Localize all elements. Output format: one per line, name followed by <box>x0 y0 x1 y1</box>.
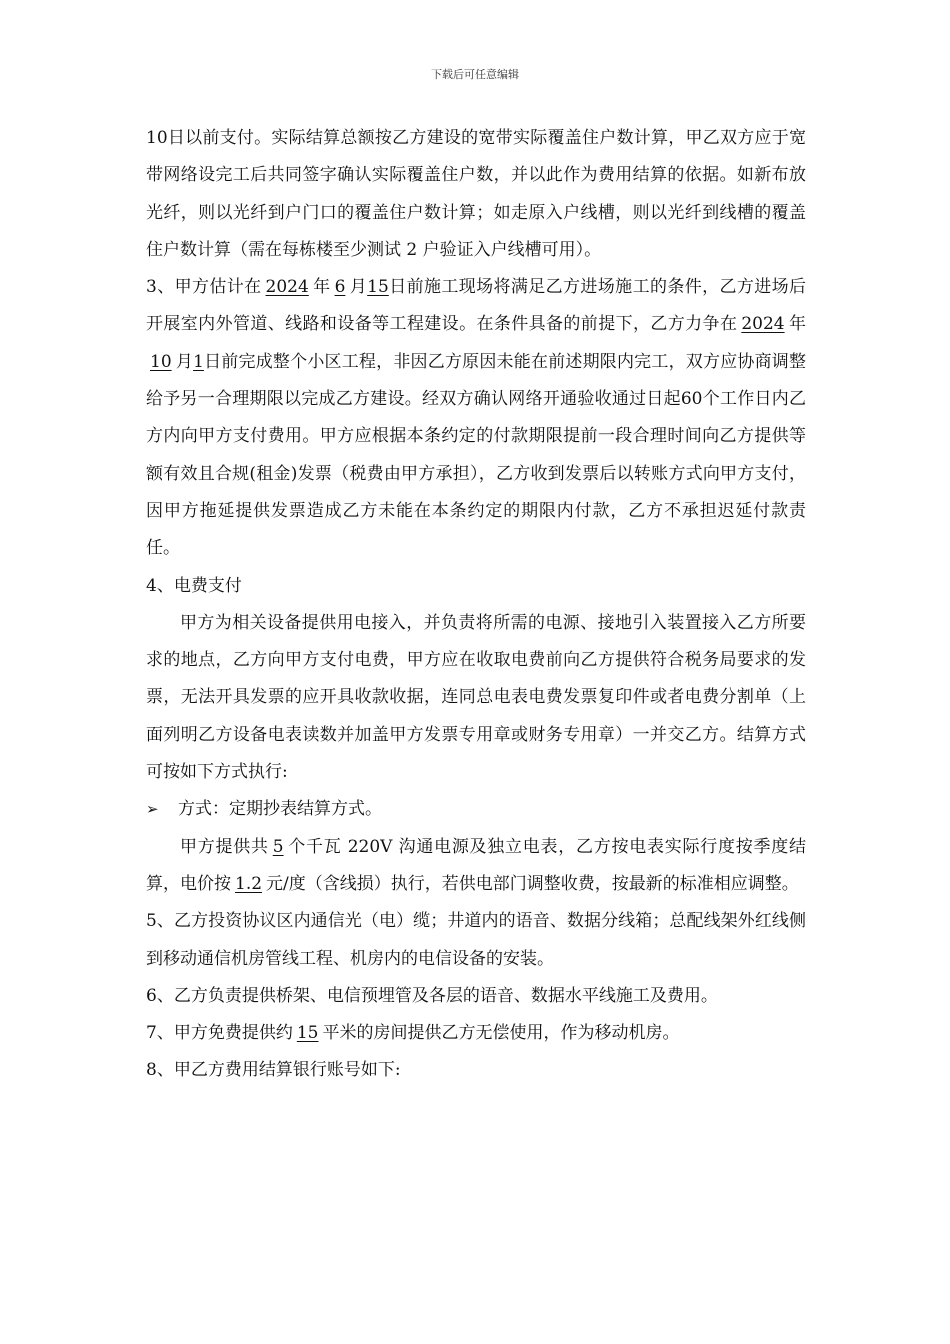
paragraph-electricity: 甲方为相关设备提供用电接入，并负责将所需的电源、接地引入装置接入乙方所要求的地点，乙方向甲方支付电费，甲方应在收取电费前向乙方提供符合税务局要求的发票，无法开具发票的应开具收款收据，连同总电表电费发票复印件或者电费分割单（上面列明乙方设备电表读数并加盖甲方发票专用章或财务专用章）一并交乙方。结算方式可按如下方式执行: <box>146 612 806 783</box>
finish-year-field: 2024 <box>741 314 785 335</box>
page-header: 下载后可任意编辑 <box>431 68 519 81</box>
clause-3-text: 3、甲方估计在 <box>146 277 262 298</box>
paragraph-payment-settlement: 10日以前支付。实际结算总额按乙方建设的宽带实际覆盖住户数计算，甲乙双方应于宽带网络设完工后共同签字确认实际覆盖住户数，并以此作为费用结算的依据。如新布放光纤，则以光纤到户门口的覆盖住户数计算；如走原入户线槽，则以光纤到线槽的覆盖住户数计算（需在每栋楼至少测试 2 户验证入户线槽可用）。 <box>146 128 806 260</box>
arrow-bullet-icon: ➢ <box>146 800 159 819</box>
power-text: 个千瓦 220V 沟通电源及独立电表，乙方按电表实际行度按季度结算，电价按 <box>146 836 807 894</box>
bullet-text: 方式：定期抄表结算方式。 <box>178 799 382 820</box>
finish-day-field: 1 <box>193 351 204 372</box>
start-month-field: 6 <box>334 277 346 298</box>
room-area-field: 15 <box>296 1023 319 1044</box>
power-text: 甲方提供共 <box>180 836 269 857</box>
clause-5: 5、乙方投资协议区内通信光（电）缆；井道内的语音、数据分线箱；总配线架外红线侧到移动通信机房管线工程、机房内的电信设备的安装。 <box>146 911 806 969</box>
document-body <box>146 120 806 1090</box>
clause-3-text: 日前完成整个小区工程，非因乙方原因未能在前述期限内完工，双方应协商调整给予另一合理期限以完成乙方建设。经双方确认网络开通验收通过日起60个工作日内乙方内向甲方支付费用。甲方应根据本条约定的付款期限提前一段合理时间向乙方提供等额有效且合规(租金)发票（税费由甲方承担），乙方收到发票后以转账方式向甲方支付，因甲方拖延提供发票造成乙方未能在本条约定的期限内付款，乙方不承担迟延付款责任。 <box>146 351 807 559</box>
clause-3-text: 日前施工现场将满足乙方进场施工的条件，乙方进场后开展室内外管道、线路和设备等工程建设。在条件具备的前提下，乙方力争在 <box>146 277 807 335</box>
clause-7 <box>146 1015 806 1052</box>
power-text: 元/度（含线损）执行，若供电部门调整收费，按最新的标准相应调整。 <box>266 873 799 894</box>
bullet-item-settlement-method <box>146 791 806 828</box>
start-day-field: 15 <box>367 277 389 298</box>
clause-6: 6、乙方负责提供桥架、电信预埋管及各层的语音、数据水平线施工及费用。 <box>146 985 718 1006</box>
finish-month-field: 10 <box>150 351 172 372</box>
clause-7-text: 7、甲方免费提供约 <box>146 1023 293 1044</box>
clause-4-title: 4、电费支付 <box>146 575 242 596</box>
start-year-field: 2024 <box>265 277 309 298</box>
paragraph-clause-3 <box>146 269 806 567</box>
power-count-field: 5 <box>272 836 284 857</box>
clause-3-text: 年 <box>788 314 807 335</box>
clause-8: 8、甲乙方费用结算银行账号如下: <box>146 1060 401 1081</box>
price-field: 1.2 <box>235 873 263 894</box>
clause-7-text: 平米的房间提供乙方无偿使用，作为移动机房。 <box>322 1023 680 1044</box>
clause-3-text: 年 <box>312 277 331 298</box>
paragraph-power-supply <box>146 829 806 904</box>
clause-3-text: 月 <box>349 277 368 298</box>
clause-3-text: 月 <box>175 351 194 372</box>
